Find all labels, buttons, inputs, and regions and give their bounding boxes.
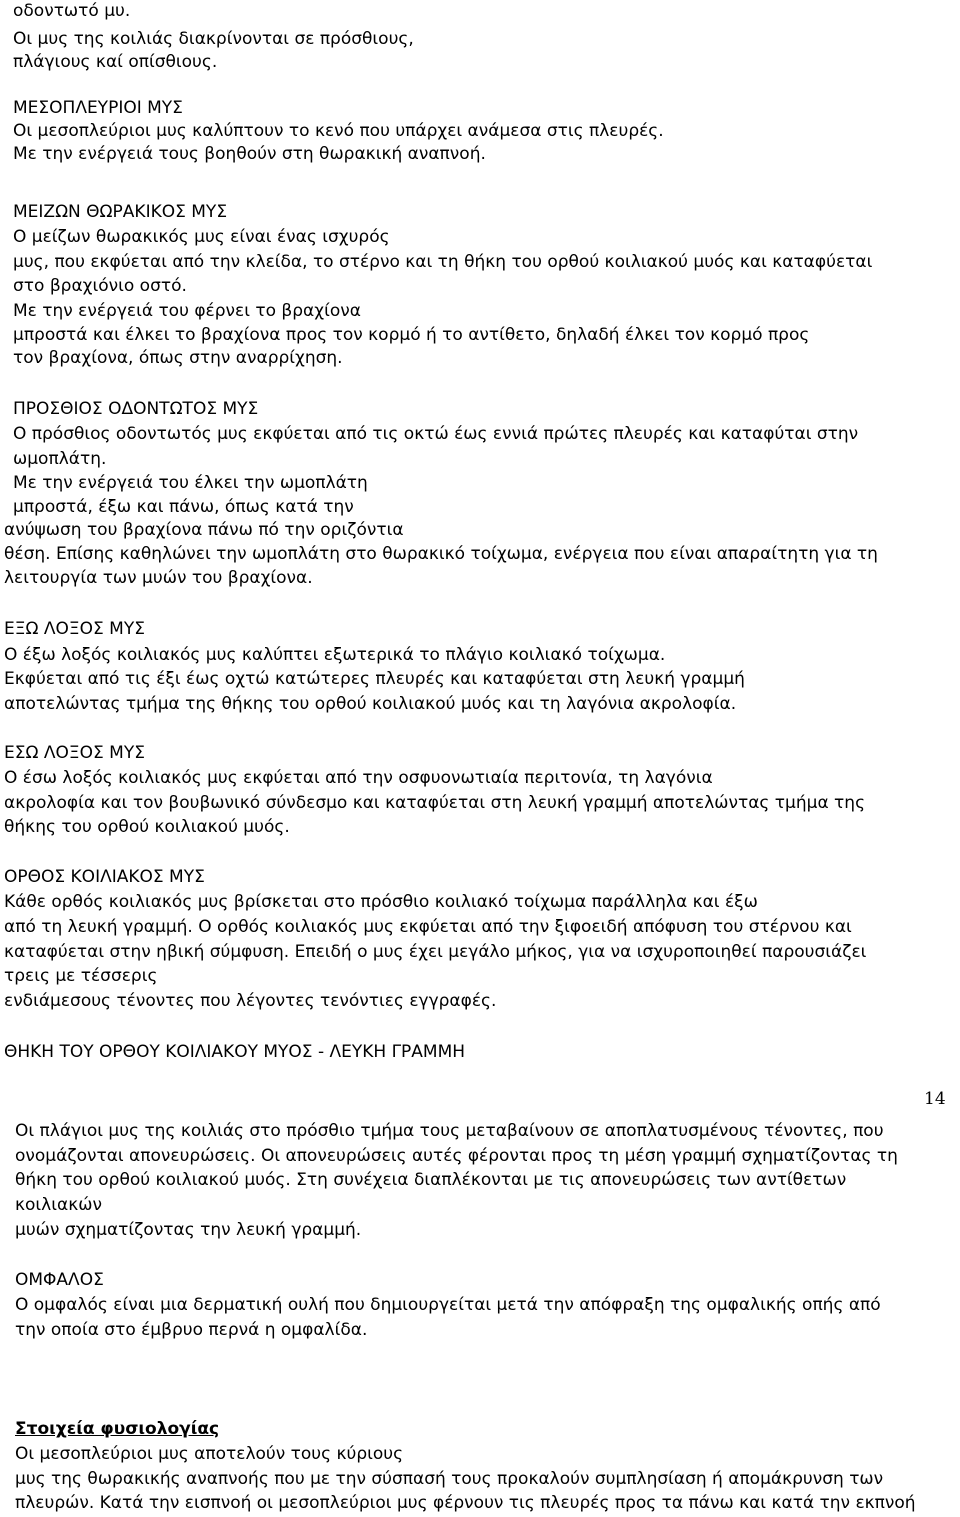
text-line: αποτελώντας τμήμα της θήκης του ορθού κοιλιακού μυός και τη λαγόνια ακρολοφία.: [4, 694, 737, 714]
physiology-heading: Στοιχεία φυσιολογίας: [15, 1419, 220, 1439]
text-line: Ο πρόσθιος οδοντωτός μυς εκφύεται από τις οκτώ έως εννιά πρώτες πλευρές και καταφύται στην: [13, 424, 859, 444]
text-line: Εκφύεται από τις έξι έως οχτώ κατώτερες πλευρές και καταφύεται στη λευκή γραμμή: [4, 669, 745, 689]
text-line: τον βραχίονα, όπως στην αναρρίχηση.: [13, 348, 343, 368]
section-heading: ΟΜΦΑΛΟΣ: [15, 1270, 104, 1290]
section-heading: ΘΗΚΗ ΤΟΥ ΟΡΘΟΥ ΚΟΙΛΙΑΚΟΥ ΜΥΟΣ - ΛΕΥΚΗ ΓΡΑΜΜΗ: [4, 1042, 466, 1062]
text-line: θέση. Επίσης καθηλώνει την ωμοπλάτη στο θωρακικό τοίχωμα, ενέργεια που είναι απαραίτητη για τη: [4, 544, 878, 564]
text-line: Οι πλάγιοι μυς της κοιλιάς στο πρόσθιο τμήμα τους μεταβαίνουν σε αποπλατυσμένους τένοντες, που: [15, 1121, 884, 1141]
text-line: Ο έξω λοξός κοιλιακός μυς καλύπτει εξωτερικά το πλάγιο κοιλιακό τοίχωμα.: [4, 645, 666, 665]
section-heading: ΟΡΘΟΣ ΚΟΙΛΙΑΚΟΣ ΜΥΣ: [4, 867, 205, 887]
text-line: Με την ενέργειά τους βοηθούν στη θωρακική αναπνοή.: [13, 144, 486, 164]
text-line: πλευρών. Κατά την εισπνοή οι μεσοπλεύριοι μυς φέρνουν τις πλευρές προς τα πάνω και κατά την εκπνοή: [15, 1493, 916, 1513]
text-line: Κάθε ορθός κοιλιακός μυς βρίσκεται στο πρόσθιο κοιλιακό τοίχωμα παράλληλα και έξω: [4, 892, 758, 912]
text-line: μυς της θωρακικής αναπνοής που με την σύσπασή τους προκαλούν συμπλησίαση ή απομάκρυνση των: [15, 1469, 884, 1489]
text-line: ωμοπλάτη.: [13, 449, 107, 469]
text-line: ακρολοφία και τον βουβωνικό σύνδεσμο και καταφύεται στη λευκή γραμμή αποτελώντας τμήμα της: [4, 793, 866, 813]
section-heading: ΜΕΙΖΩΝ ΘΩΡΑΚΙΚΟΣ ΜΥΣ: [13, 202, 228, 222]
section-heading: ΠΡΟΣΘΙΟΣ ΟΔΟΝΤΩΤΟΣ ΜΥΣ: [13, 399, 259, 419]
text-line: Ο ομφαλός είναι μια δερματική ουλή που δημιουργείται μετά την απόφραξη της ομφαλικής οπής από: [15, 1295, 881, 1315]
text-line: πλάγιους καί οπίσθιους.: [13, 52, 218, 72]
text-line: οδοντωτό μυ.: [13, 1, 131, 21]
text-line: Με την ενέργειά του φέρνει το βραχίονα: [13, 301, 361, 321]
text-line: στο βραχιόνιο οστό.: [13, 276, 187, 296]
text-line: Ο μείζων θωρακικός μυς είναι ένας ισχυρός: [13, 227, 390, 247]
text-line: μπροστά και έλκει το βραχίονα προς τον κορμό ή το αντίθετο, δηλαδή έλκει τον κορμό προς: [13, 325, 810, 345]
text-line: Οι μεσοπλεύριοι μυς αποτελούν τους κύριους: [15, 1444, 404, 1464]
text-line: μυς, που εκφύεται από την κλείδα, το στέρνο και τη θήκη του ορθού κοιλιακού μυός και καταφύεται: [13, 252, 873, 272]
page-number: 14: [924, 1089, 946, 1109]
text-line: Οι μυς της κοιλιάς διακρίνονται σε πρόσθιους,: [13, 29, 414, 49]
text-line: λειτουργία των μυών του βραχίονα.: [4, 568, 313, 588]
text-line: Ο έσω λοξός κοιλιακός μυς εκφύεται από την οσφυονωτιαία περιτονία, τη λαγόνια: [4, 768, 713, 788]
section-heading: ΕΣΩ ΛΟΞΟΣ ΜΥΣ: [4, 743, 145, 763]
text-line: Με την ενέργειά του έλκει την ωμοπλάτη: [13, 473, 368, 493]
section-heading: ΜΕΣΟΠΛΕΥΡΙΟΙ ΜΥΣ: [13, 98, 183, 118]
text-line: ενδιάμεσους τένοντες που λέγοντες τενόντιες εγγραφές.: [4, 991, 497, 1011]
section-heading: ΕΞΩ ΛΟΞΟΣ ΜΥΣ: [4, 619, 145, 639]
text-line: θήκη του ορθού κοιλιακού μυός. Στη συνέχεια διαπλέκονται με τις απονευρώσεις των αντίθετων: [15, 1170, 847, 1190]
text-line: μπροστά, έξω και πάνω, όπως κατά την: [13, 497, 354, 517]
text-line: Οι μεσοπλεύριοι μυς καλύπτουν το κενό που υπάρχει ανάμεσα στις πλευρές.: [13, 121, 664, 141]
text-line: καταφύεται στην ηβική σύμφυση. Επειδή ο μυς έχει μεγάλο μήκος, για να ισχυροποιηθεί παρουσιάζει: [4, 942, 867, 962]
text-line: από τη λευκή γραμμή. Ο ορθός κοιλιακός μυς εκφύεται από την ξιφοειδή απόφυση του στέρνου και: [4, 917, 852, 937]
text-line: την οποία στο έμβρυο περνά η ομφαλίδα.: [15, 1320, 368, 1340]
text-line: ονομάζονται απονευρώσεις. Οι απονευρώσεις αυτές φέρονται προς τη μέση γραμμή σχηματίζοντας τη: [15, 1146, 898, 1166]
text-line: ανύψωση του βραχίονα πάνω πό την οριζόντια: [4, 520, 404, 540]
text-line: μυών σχηματίζοντας την λευκή γραμμή.: [15, 1220, 362, 1240]
text-line: κοιλιακών: [15, 1195, 102, 1215]
text-line: τρεις με τέσσερις: [4, 966, 158, 986]
text-line: θήκης του ορθού κοιλιακού μυός.: [4, 817, 290, 837]
